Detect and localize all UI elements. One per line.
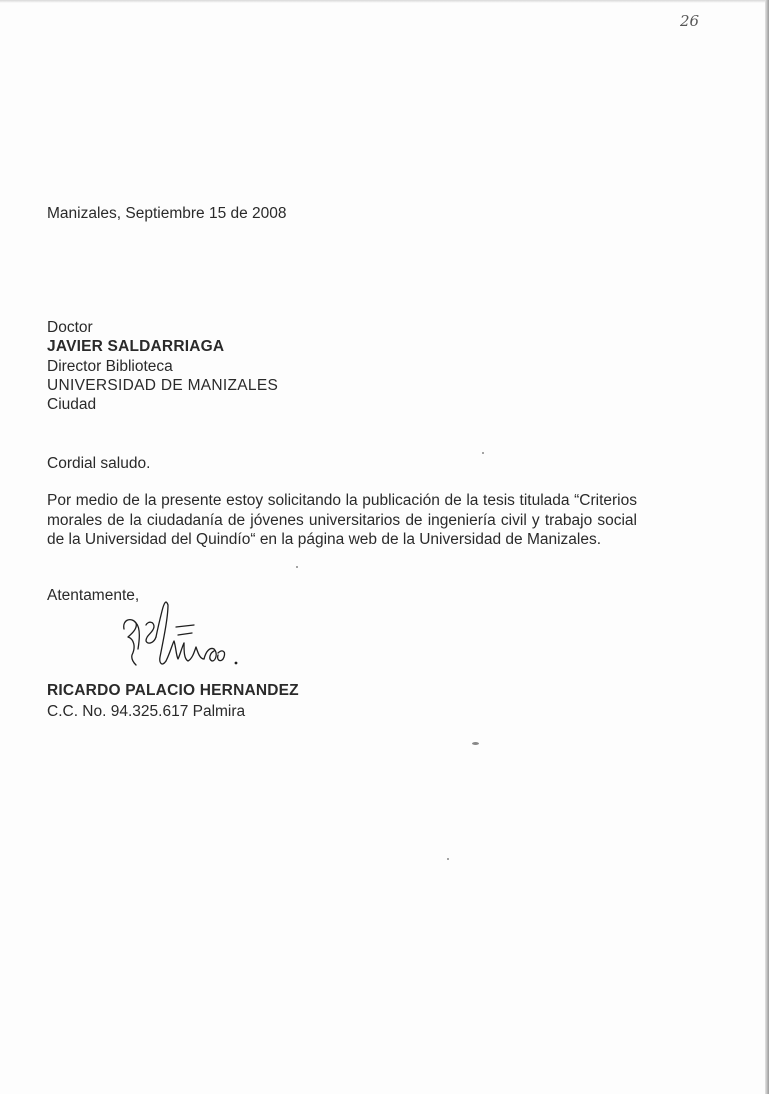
recipient-organization: UNIVERSIDAD DE MANIZALES [47,377,279,394]
recipient-role: Director Biblioteca [47,358,173,375]
scan-edge-right [765,0,769,1094]
recipient-city: Ciudad [47,396,97,413]
greeting: Cordial saludo. [47,455,151,472]
sender-name: RICARDO PALACIO HERNANDEZ [47,682,299,699]
scan-speck [482,452,484,454]
letter-body: Por medio de la presente estoy solicitando la publicación de la tesis titulada “Criterios morales de la ciudadanía de jóvenes universitarios de ingeniería civil y trabajo social de la Universidad del Quindío“ en la página web de la Universidad de Manizales. [47,492,637,548]
scan-speck [447,858,449,860]
scan-speck [296,566,298,568]
letter-date: Manizales, Septiembre 15 de 2008 [47,205,287,222]
handwritten-page-number: 26 [680,12,700,30]
handwritten-signature [118,597,248,682]
sender-id: C.C. No. 94.325.617 Palmira [47,703,246,720]
recipient-title: Doctor [47,319,93,336]
scan-speck [472,742,479,745]
scan-edge-top [0,0,769,3]
recipient-name: JAVIER SALDARRIAGA [47,338,225,355]
closing: Atentamente, [47,587,140,604]
